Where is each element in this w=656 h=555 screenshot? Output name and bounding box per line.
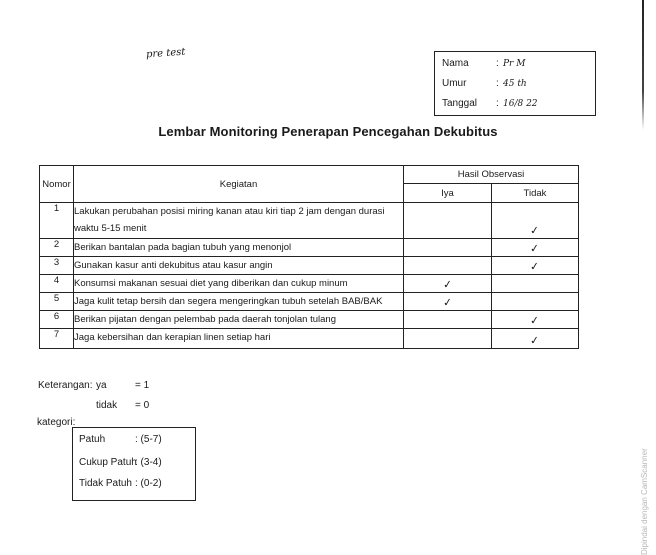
checkmark-icon: ✓ [529, 260, 541, 274]
cell-tidak [492, 293, 579, 311]
checkmark-icon: ✓ [442, 296, 453, 310]
table-row [40, 293, 579, 311]
row-number: 7 [40, 329, 74, 349]
colon: : [496, 98, 499, 109]
cell-iya [404, 275, 492, 293]
table-body [40, 203, 579, 349]
row-number: 1 [40, 203, 74, 239]
identity-label: Umur [442, 78, 467, 89]
row-activity: Jaga kulit tetap bersih dan segera mengeringkan tubuh setelah BAB/BAK [74, 293, 404, 311]
row-activity: Berikan bantalan pada bagian tubuh yang menonjol [74, 239, 404, 257]
identity-box [434, 51, 596, 116]
row-activity: Berikan pijatan dengan pelembab pada daerah tonjolan tulang [74, 311, 404, 329]
identity-value: 16/8 22 [503, 99, 538, 109]
kategori-range: : (0-2) [135, 478, 162, 489]
row-number: 2 [40, 239, 74, 257]
row-activity: Jaga kebersihan dan kerapian linen setiap hari [74, 329, 404, 349]
table-row [40, 257, 579, 275]
row-number: 3 [40, 257, 74, 275]
keterangan-label: Keterangan: [38, 380, 93, 391]
row-number: 5 [40, 293, 74, 311]
cell-tidak [492, 203, 579, 239]
cell-iya [404, 239, 492, 257]
legend-tidak-value: = 0 [135, 400, 150, 411]
kategori-item [79, 457, 162, 468]
kategori-name: Cukup Patuh [79, 457, 137, 468]
checkmark-icon: ✓ [529, 334, 541, 348]
identity-value: Pr M [503, 59, 526, 69]
kategori-item [79, 478, 162, 489]
table-row [40, 311, 579, 329]
header-hasil-observasi: Hasil Observasi [404, 166, 579, 184]
kategori-name: Patuh [79, 434, 106, 445]
kategori-range: : (3-4) [135, 457, 162, 468]
cell-tidak [492, 275, 579, 293]
header-nomor: Nomor [40, 166, 74, 203]
checkmark-icon: ✓ [529, 242, 541, 256]
row-number: 4 [40, 275, 74, 293]
identity-row-nama [442, 58, 525, 69]
page-title: Lembar Monitoring Penerapan Pencegahan Dekubitus [158, 124, 498, 139]
kategori-item [79, 434, 162, 445]
cell-iya [404, 257, 492, 275]
colon: : [496, 78, 499, 89]
monitoring-table [39, 165, 579, 349]
header-kegiatan: Kegiatan [74, 166, 404, 203]
identity-row-umur [442, 78, 527, 89]
cell-iya [404, 311, 492, 329]
cell-iya [404, 329, 492, 349]
row-activity: Gunakan kasur anti dekubitus atau kasur angin [74, 257, 404, 275]
row-activity: Lakukan perubahan posisi miring kanan atau kiri tiap 2 jam dengan durasi waktu 5-15 menit [74, 203, 404, 239]
table-row [40, 203, 579, 239]
identity-row-tanggal [442, 98, 538, 109]
scan-edge-shadow [642, 0, 644, 130]
table-row [40, 329, 579, 349]
legend-ya-label: ya [96, 380, 107, 391]
header-iya: Iya [404, 184, 492, 203]
kategori-box [72, 427, 196, 501]
cell-tidak [492, 239, 579, 257]
cell-tidak [492, 329, 579, 349]
legend-tidak-label: tidak [96, 400, 118, 411]
camscanner-watermark: Dipindai dengan CamScanner [640, 448, 649, 555]
kategori-range: : (5-7) [135, 434, 162, 445]
cell-iya [404, 203, 492, 239]
colon: : [496, 58, 499, 69]
identity-label: Nama [442, 58, 469, 69]
kategori-label: kategori: [37, 417, 76, 428]
checkmark-icon: ✓ [529, 224, 541, 238]
cell-tidak [492, 311, 579, 329]
row-number: 6 [40, 311, 74, 329]
identity-label: Tanggal [442, 98, 478, 109]
kategori-name: Tidak Patuh [79, 478, 132, 489]
cell-iya [404, 293, 492, 311]
handwritten-note: pre test [145, 46, 186, 61]
checkmark-icon: ✓ [529, 314, 541, 328]
row-activity: Konsumsi makanan sesuai diet yang diberikan dan cukup minum [74, 275, 404, 293]
table-row [40, 275, 579, 293]
table-row [40, 239, 579, 257]
header-tidak: Tidak [492, 184, 579, 203]
legend-ya-value: = 1 [135, 380, 150, 391]
checkmark-icon: ✓ [442, 278, 453, 292]
cell-tidak [492, 257, 579, 275]
identity-value: 45 th [503, 79, 527, 89]
